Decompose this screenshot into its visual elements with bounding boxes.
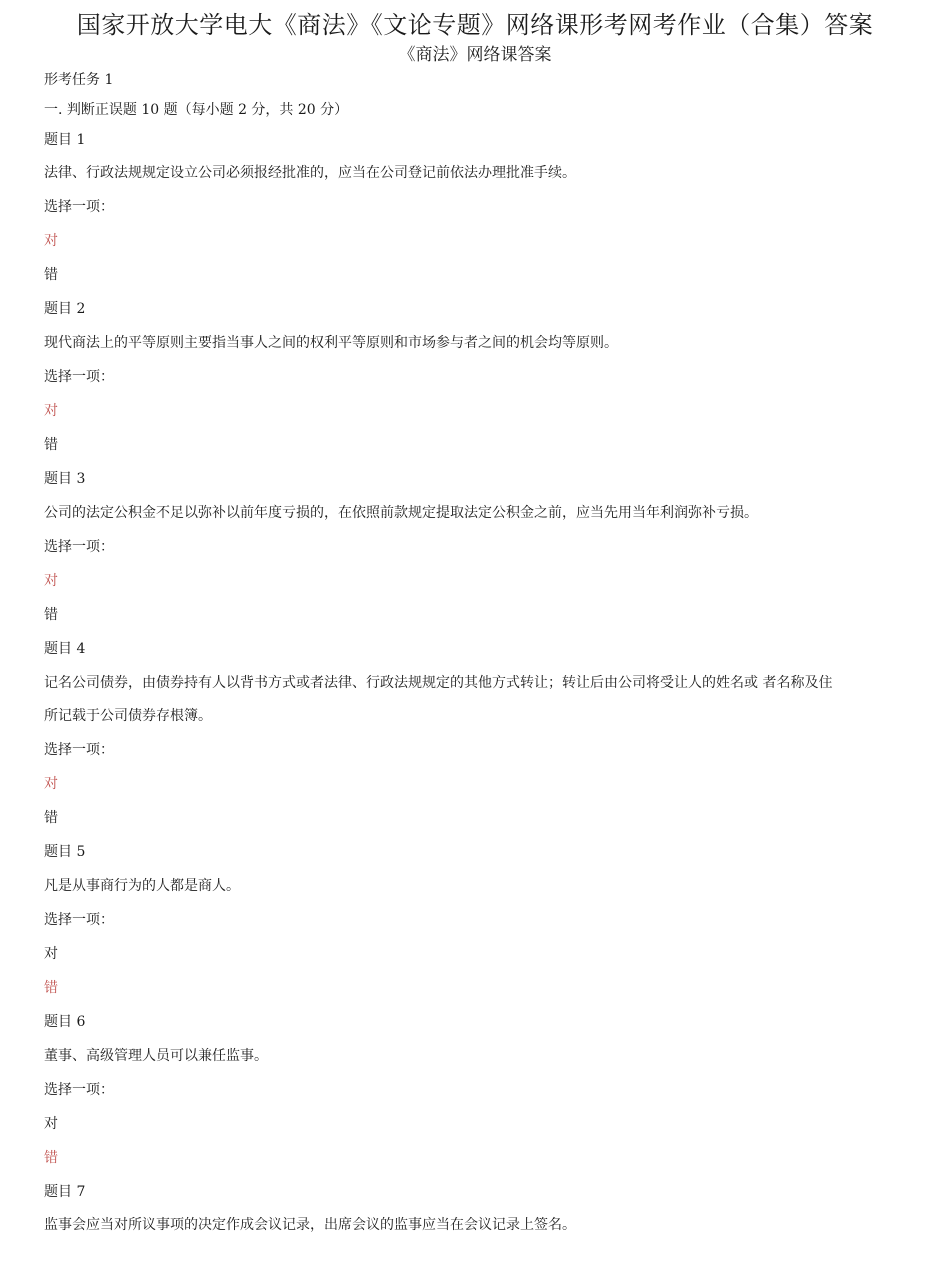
question-3-option-false: 错 [44, 607, 58, 623]
question-7-label: 题目 7 [44, 1184, 86, 1200]
question-4-prompt: 选择一项： [44, 742, 114, 758]
question-2-label: 题目 2 [44, 301, 86, 317]
question-6-text: 董事、高级管理人员可以兼任监事。 [44, 1048, 268, 1064]
question-5-label: 题目 5 [44, 844, 86, 860]
question-1-option-true: 对 [44, 233, 58, 249]
question-5-text: 凡是从事商行为的人都是商人。 [44, 878, 240, 894]
question-2-prompt: 选择一项： [44, 369, 114, 385]
document-subtitle: 《商法》网络课答案 [398, 45, 552, 65]
question-3-option-true: 对 [44, 573, 58, 589]
section-heading: 一. 判断正误题 10 题（每小题 2 分，共 20 分） [44, 102, 349, 118]
question-5-prompt: 选择一项： [44, 912, 114, 928]
question-2-text: 现代商法上的平等原则主要指当事人之间的权利平等原则和市场参与者之间的机会均等原则。 [44, 335, 618, 351]
question-3-label: 题目 3 [44, 471, 86, 487]
document-title: 国家开放大学电大《商法》《文论专题》网络课形考网考作业（合集）答案 [76, 11, 874, 39]
task-label: 形考任务 1 [44, 72, 114, 88]
question-2-option-false: 错 [44, 437, 58, 453]
question-6-option-false: 错 [44, 1150, 58, 1166]
question-1-option-false: 错 [44, 267, 58, 283]
question-1-prompt: 选择一项： [44, 199, 114, 215]
question-4-text-continued: 所记载于公司债券存根簿。 [44, 708, 212, 724]
question-6-label: 题目 6 [44, 1014, 86, 1030]
question-5-option-true: 对 [44, 946, 58, 962]
question-4-text: 记名公司债券，由债券持有人以背书方式或者法律、行政法规规定的其他方式转让；转让后由公司将受让人的姓名或 者名称及住 [44, 675, 833, 691]
question-6-option-true: 对 [44, 1116, 58, 1132]
question-3-text: 公司的法定公积金不足以弥补以前年度亏损的，在依照前款规定提取法定公积金之前，应当先用当年利润弥补亏损。 [44, 505, 758, 521]
question-7-text: 监事会应当对所议事项的决定作成会议记录，出席会议的监事应当在会议记录上签名。 [44, 1217, 576, 1233]
question-5-option-false: 错 [44, 980, 58, 996]
question-4-label: 题目 4 [44, 641, 86, 657]
question-4-option-true: 对 [44, 776, 58, 792]
question-4-option-false: 错 [44, 810, 58, 826]
question-2-option-true: 对 [44, 403, 58, 419]
question-3-prompt: 选择一项： [44, 539, 114, 555]
question-6-prompt: 选择一项： [44, 1082, 114, 1098]
question-1-text: 法律、行政法规规定设立公司必须报经批准的，应当在公司登记前依法办理批准手续。 [44, 165, 576, 181]
question-1-label: 题目 1 [44, 132, 86, 148]
